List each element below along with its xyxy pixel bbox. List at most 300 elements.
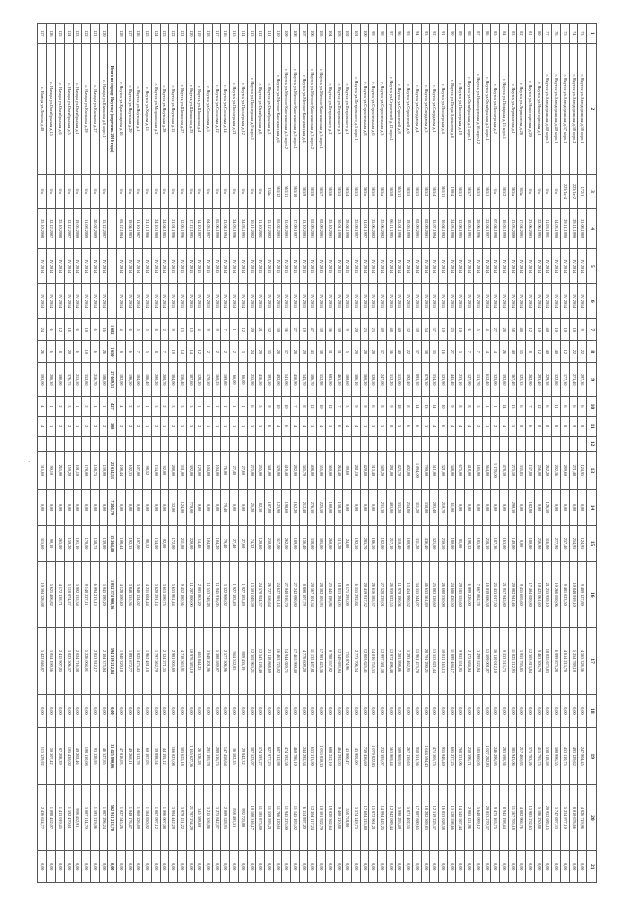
table-cell: 73 (578, 24, 587, 44)
table-cell: 26 939 822,55 (386, 562, 395, 628)
table-cell: 0,00 (473, 851, 482, 883)
table-cell: IV 2014 (99, 284, 108, 319)
table-cell: 9 (352, 397, 361, 417)
table-cell: 20 (247, 319, 256, 341)
table-cell: 2 (125, 416, 134, 436)
table-cell: 5 871 402,35 (404, 785, 413, 851)
table-cell: 0,00 (517, 694, 526, 728)
table-cell: 5 (395, 416, 404, 436)
table-cell: 384,00 (169, 363, 178, 397)
table-cell: 29.11.1990 (560, 208, 569, 249)
table-cell: 2 577 506,96 (221, 628, 230, 694)
table-cell: 15.07.1994 (430, 208, 439, 249)
table-cell: 445,40 (447, 363, 456, 397)
table-cell: 8 (578, 416, 587, 436)
table-cell: 1 098 452,07 (47, 785, 56, 851)
table-cell: 1 (212, 397, 221, 417)
column-header: 7 (587, 319, 597, 341)
table-cell: 27 528 239,01 (378, 562, 387, 628)
table-cell: 574 393,27 (256, 728, 265, 785)
table-row (117, 24, 126, 883)
table-cell: IV 2015 (299, 284, 308, 319)
table-cell: IV 2014 (395, 249, 404, 284)
table-cell: г. Якутск ул.Свердлова д.3 (421, 43, 430, 174)
table-cell: IV 2014 (526, 249, 535, 284)
table-cell: 30.01.1998 (334, 208, 343, 249)
table-cell: 40 (543, 341, 552, 363)
table-cell: 21.08.1989 (578, 208, 587, 249)
table-cell: IV 2014 (125, 284, 134, 319)
table-cell: IV 2014 (499, 284, 508, 319)
table-cell: 9 (264, 397, 273, 417)
table-cell: 363/б (369, 175, 378, 209)
table-row (395, 24, 404, 883)
table-cell: 0,00 (221, 851, 230, 883)
table-cell: 172,00 (169, 526, 178, 562)
table-cell: IV 2015 (291, 249, 300, 284)
table-cell: 82,30 (256, 490, 265, 526)
table-body (38, 24, 587, 883)
table-cell: 10 108 316,17 (247, 785, 256, 851)
table-cell: б/н (491, 175, 500, 209)
table-cell: б/н (238, 175, 247, 209)
table-cell: 14 (186, 341, 195, 363)
table-cell: 12 (526, 319, 535, 341)
table-cell: 27 (447, 341, 456, 363)
table-cell: б/н (73, 175, 82, 209)
table-cell: 13.04.1994 (221, 208, 230, 249)
table-cell: 2 415 907,05 (56, 628, 65, 694)
table-cell: с. Намцы ул.Октябрьская д.1 (73, 43, 82, 174)
table-cell: 5 990 295,49 (395, 785, 404, 851)
table-cell: г. Якутск ул.Красноярова д.16 (117, 43, 126, 174)
table-cell: 124 (64, 24, 73, 44)
table-cell: 6 (264, 416, 273, 436)
table-cell: 12 (325, 397, 334, 417)
table-cell (299, 436, 308, 451)
table-cell: 19 (299, 319, 308, 341)
table-cell: 190/4 (447, 175, 456, 209)
table-cell: г. Якутск ул.Пионерская д.19 (456, 43, 465, 174)
table-cell: г. Якутск ул.Лермонтова д.28 (517, 43, 526, 174)
table-cell: г. Якутск ул.Сосновая д.12 (212, 43, 221, 174)
table-cell: 3 945 190,20 (99, 562, 108, 628)
table-cell: 74 (569, 24, 578, 44)
table-cell: 198,60 (282, 490, 291, 526)
table-cell: 464 292,03 (334, 728, 343, 785)
table-cell: 185,90 (473, 451, 482, 489)
table-cell: 0,00 (465, 851, 474, 883)
table-cell: 11.08.2009 (82, 208, 91, 249)
table-cell: 267 139,65 (404, 728, 413, 785)
table-cell (343, 436, 352, 451)
table-cell: 2 (473, 416, 482, 436)
table-cell: 0,00 (465, 490, 474, 526)
table-cell: 25,20 (247, 490, 256, 526)
table-cell: IV 2015 (412, 284, 421, 319)
table-cell: 6 (526, 416, 535, 436)
table-cell: 465 844,25 (195, 628, 204, 694)
table-cell (404, 436, 413, 451)
table-cell: 11 135 487,81 (308, 628, 317, 694)
table-cell: б/н (117, 175, 126, 209)
table-cell: 0,00 (508, 694, 517, 728)
table-cell: 6 (125, 341, 134, 363)
table-cell: 0,00 (230, 694, 239, 728)
table-cell: 2 (82, 397, 91, 417)
table-cell: 363/1 (482, 175, 491, 209)
table-cell: 675,00 (456, 451, 465, 489)
table-cell: 104,20 (212, 526, 221, 562)
table-cell: 12 942 089,44 (386, 785, 395, 851)
table-cell: 11.01.1997 (360, 208, 369, 249)
table-cell: 0,00 (543, 851, 552, 883)
table-cell: г. Якутск ул.Новопортовая д.1 (534, 43, 543, 174)
table-cell: 0,00 (517, 490, 526, 526)
table-row (47, 24, 56, 883)
table-cell: 0,00 (578, 490, 587, 526)
table-row (578, 24, 587, 883)
table-cell: 2 903 121,96 (465, 785, 474, 851)
table-cell: 14 (499, 397, 508, 417)
table-cell: 0,00 (343, 851, 352, 883)
table-cell: IV 2014 (578, 249, 587, 284)
table-cell: 89 (456, 24, 465, 44)
table-cell: 265,00 (56, 526, 65, 562)
table-cell: 568,20 (360, 363, 369, 397)
table-cell: 563 969,44 (386, 728, 395, 785)
table-cell: 0,00 (473, 694, 482, 728)
table-cell: 238,30 (482, 526, 491, 562)
table-cell: IV 2014 (47, 284, 56, 319)
table-cell: 6 094 213,13 (90, 562, 99, 628)
table-cell: 98 (378, 24, 387, 44)
table-cell: 515,00 (395, 363, 404, 397)
table-cell: 271,40 (569, 451, 578, 489)
table-cell: 1 (73, 397, 82, 417)
table-cell: IV 2014 (517, 284, 526, 319)
table-cell: 26 616 585,37 (369, 562, 378, 628)
table-cell: 11 945 223,00 (282, 785, 291, 851)
table-cell: 0,00 (395, 694, 404, 728)
table-cell: IV 2015 (325, 284, 334, 319)
table-cell: IV 2014 (230, 249, 239, 284)
table-cell: 493 129,62 (569, 728, 578, 785)
table-row (99, 24, 108, 883)
table-cell: 0,00 (526, 851, 535, 883)
table-cell: IV 2014 (456, 249, 465, 284)
table-cell: 162,20 (291, 490, 300, 526)
table-row (421, 24, 430, 883)
table-cell: г. Якутск ул.Новопортовая д.20 (526, 43, 535, 174)
table-cell: 17 404 020,80 (526, 562, 535, 628)
table-cell: 12.05.1996 (177, 208, 186, 249)
table-cell (108, 249, 117, 284)
table-cell: 5 640 099,12 (473, 785, 482, 851)
table-cell: 5 186 230,88 (534, 785, 543, 851)
table-cell: 180,80 (526, 526, 535, 562)
table-cell: IV 2015 (282, 284, 291, 319)
table-cell: 4 (430, 416, 439, 436)
table-cell: 2 (134, 416, 143, 436)
table-cell: 0,00 (552, 851, 561, 883)
table-cell: 11 945 916,05 (212, 562, 221, 628)
table-cell: 122 (82, 24, 91, 44)
table-cell: 05.06.1990 (212, 208, 221, 249)
rotated-table-wrapper (37, 23, 597, 883)
table-cell: 2 (230, 341, 239, 363)
table-cell: 24.03.1998 (447, 208, 456, 249)
table-cell: 159,20 (64, 526, 73, 562)
table-cell: 0,00 (264, 694, 273, 728)
table-cell: 8 (404, 397, 413, 417)
table-cell: 15 961 475,78 (412, 628, 421, 694)
table-cell: 44 195,12 (160, 728, 169, 785)
table-cell: 12 (534, 397, 543, 417)
table-cell: 329,90 (273, 451, 282, 489)
table-cell: 0,00 (499, 694, 508, 728)
table-cell: 124,00 (177, 490, 186, 526)
table-cell: IV 2015 (308, 284, 317, 319)
table-cell: 282,90 (526, 363, 535, 397)
table-cell: с. Намцы ул.Кычкина д.6 корп.1 (99, 43, 108, 174)
table-cell: 6 (90, 319, 99, 341)
table-cell: 410,40 (282, 451, 291, 489)
table-cell: 2 124 271,35 (160, 628, 169, 694)
table-cell: 16 039 606,38 (482, 562, 491, 628)
table-cell: 16 463 725,02 (273, 628, 282, 694)
table-cell: 28 (360, 341, 369, 363)
table-cell: 363/11 (439, 175, 448, 209)
table-cell (352, 436, 361, 451)
table-cell: 28 (369, 341, 378, 363)
table-cell: 3 747 697,33 (552, 785, 561, 851)
table-cell: 0,00 (447, 694, 456, 728)
table-cell: 4 718 563,91 (177, 628, 186, 694)
table-cell: 0,00 (186, 851, 195, 883)
table-cell: б/н (82, 175, 91, 209)
table-cell: б/н (134, 175, 143, 209)
table-cell: 116 (221, 24, 230, 44)
table-cell: 43 900,47 (343, 728, 352, 785)
table-cell (508, 436, 517, 451)
table-cell: 223/1к-4 (560, 175, 569, 209)
table-cell: 6 (334, 416, 343, 436)
table-cell: 0,00 (482, 694, 491, 728)
table-cell: 0,00 (369, 851, 378, 883)
table-cell: 43 (308, 341, 317, 363)
table-cell: IV 2014 (552, 249, 561, 284)
table-cell: с. Намцы ул.Ленина д.40 (38, 43, 47, 174)
table-cell: 0,00 (352, 490, 361, 526)
table-cell: 12 (195, 341, 204, 363)
table-cell: 05.12.1984 (117, 208, 126, 249)
table-cell: 14 (177, 341, 186, 363)
table-cell: 39 (317, 319, 326, 341)
table-cell: г. Якутск ул.Мегино-Кангаласская д.4 (299, 43, 308, 174)
table-cell: 46 655 561,89 (421, 562, 430, 628)
table-cell: IV 2014 (238, 249, 247, 284)
table-cell: 5 955 795,85 (517, 628, 526, 694)
table-cell: 0,00 (578, 851, 587, 883)
column-header: 3 (587, 175, 597, 209)
table-cell: 115 (230, 24, 239, 44)
column-header: 10 (587, 397, 597, 417)
table-cell: 104,80 (204, 451, 213, 489)
table-cell: 5 (325, 416, 334, 436)
table-cell: 25 453 017,50 (491, 562, 500, 628)
table-cell: IV 2014 (73, 249, 82, 284)
table-cell: 0,00 (247, 694, 256, 728)
table-cell: 12 997 581,38 (378, 628, 387, 694)
table-cell: 363/5 (334, 175, 343, 209)
table-cell: IV 2015 (204, 284, 213, 319)
table-cell: IV 2015 (317, 249, 326, 284)
table-cell: 10 (82, 319, 91, 341)
table-cell: 305,00 (317, 526, 326, 562)
table-cell: 0,00 (99, 694, 108, 728)
table-cell: 0,00 (421, 694, 430, 728)
table-cell: 48 (386, 319, 395, 341)
table-cell: 0,00 (238, 851, 247, 883)
table-cell: 2 (90, 416, 99, 436)
table-cell: 10 425 061,60 (534, 562, 543, 628)
table-cell: 147 458,64 (221, 728, 230, 785)
table-cell: 15.12.2002 (264, 208, 273, 249)
table-cell (543, 436, 552, 451)
table-cell: 11 979 190,04 (395, 562, 404, 628)
table-cell: 4 882 966,76 (517, 785, 526, 851)
table-cell (569, 436, 578, 451)
table-cell: г. Якутск ул.Октябрьская д.1 корп.1 (465, 43, 474, 174)
table-row (238, 24, 247, 883)
table-cell: 1 (160, 416, 169, 436)
table-cell: 12 (560, 341, 569, 363)
table-cell: 1 927 183,49 (238, 562, 247, 628)
table-header-row (587, 24, 597, 883)
table-cell: 37 (412, 341, 421, 363)
table-cell: 18 025 673,83 (543, 628, 552, 694)
table-cell: 9 (569, 416, 578, 436)
table-cell (64, 436, 73, 451)
table-cell: 0,00 (195, 490, 204, 526)
table-cell: 8 (117, 341, 126, 363)
table-cell: 13 (508, 397, 517, 417)
table-cell: 0,00 (569, 490, 578, 526)
table-cell: 310,40 (395, 526, 404, 562)
table-cell: 80 (534, 24, 543, 44)
table-cell: 23 445 198,86 (325, 562, 334, 628)
table-cell: IV 2014 (151, 284, 160, 319)
table-cell: 10.04.1992 (439, 208, 448, 249)
table-cell: б/н (186, 175, 195, 209)
table-cell: 1 962 481,18 (143, 628, 152, 694)
table-cell: 217,10 (386, 526, 395, 562)
table-cell: 27,40 (230, 451, 239, 489)
table-cell: 24.03.1996 (230, 208, 239, 249)
table-cell: 113 329,92 (38, 728, 47, 785)
table-cell: IV 2015 (378, 284, 387, 319)
table-cell: IV 2014 (421, 249, 430, 284)
table-cell: 2 104 375,04 (99, 628, 108, 694)
table-cell: 2 436 624,77 (38, 785, 47, 851)
table-cell: 0,00 (560, 694, 569, 728)
table-cell: 0,00 (404, 851, 413, 883)
table-row (569, 24, 578, 883)
table-cell: 49 202,46 (73, 728, 82, 785)
table-cell: 22 (569, 341, 578, 363)
table-cell: IV 2015 (465, 284, 474, 319)
table-cell: 83 (508, 24, 517, 44)
table-cell (325, 436, 334, 451)
table-cell: 196,50 (125, 363, 134, 397)
table-cell: 90,10 (47, 451, 56, 489)
table-cell: 24 578 924,57 (256, 562, 265, 628)
table-cell: 1 (47, 397, 56, 417)
table-cell (282, 436, 291, 451)
table-cell: 1 (47, 416, 56, 436)
table-cell: г. Якутск ул.Шишкина д.25 (186, 43, 195, 174)
table-cell: 87 208,39 (56, 728, 65, 785)
table-cell: г. Якутск ул.Строителей д.12 корп.1 (386, 43, 395, 174)
table-cell: 0,00 (82, 490, 91, 526)
table-cell: IV 2015 (343, 249, 352, 284)
table-cell: 415 795,75 (534, 728, 543, 785)
table-cell: 0,00 (499, 490, 508, 526)
table-row (108, 24, 117, 883)
table-cell: 47 (308, 319, 317, 341)
table-cell: IV 2015 (447, 284, 456, 319)
table-cell: 3 (456, 341, 465, 363)
table-cell: 311,20 (412, 526, 421, 562)
table-cell: 40 (543, 319, 552, 341)
table-cell: 163,00 (499, 526, 508, 562)
table-cell: IV 2014 (134, 249, 143, 284)
table-row (447, 24, 456, 883)
table-cell: 1 (482, 416, 491, 436)
table-cell: 6 (47, 319, 56, 341)
table-cell: 0,00 (334, 694, 343, 728)
table-cell: 0,00 (308, 694, 317, 728)
table-cell: 16 (64, 319, 73, 341)
table-cell (273, 436, 282, 451)
table-cell: 321,00 (439, 451, 448, 489)
table-cell: с. Намцы ул.Октябрьская д.6 (56, 43, 65, 174)
table-cell: 1 650 (108, 341, 117, 363)
table-cell: IV 2014 (143, 284, 152, 319)
table-cell: 43 905,00 (352, 728, 361, 785)
table-cell: 21 255 939,10 (543, 562, 552, 628)
table-cell: 30 (273, 319, 282, 341)
table-cell: 247,00 (378, 363, 387, 397)
table-cell: 5 118 074,57 (64, 562, 73, 628)
table-cell: 416,50 (256, 363, 265, 397)
table-cell: 408,00 (308, 451, 317, 489)
table-cell: 123 (160, 24, 169, 44)
table-row (134, 24, 143, 883)
table-cell: 5 254 789,19 (569, 628, 578, 694)
table-cell: 12 972 496,48 (386, 628, 395, 694)
table-cell: г. Якутск ул.Октябрьская д.5 (264, 43, 273, 174)
table-cell: 256,90 (534, 451, 543, 489)
table-cell: 541,00 (282, 363, 291, 397)
table-cell: 34 355 344,07 (412, 562, 421, 628)
table-cell: 32,00 (169, 490, 178, 526)
table-cell: 889 435,19 (238, 628, 247, 694)
table-cell (578, 436, 587, 451)
table-cell: 124,95 (578, 526, 587, 562)
table-cell: 0,00 (482, 490, 491, 526)
